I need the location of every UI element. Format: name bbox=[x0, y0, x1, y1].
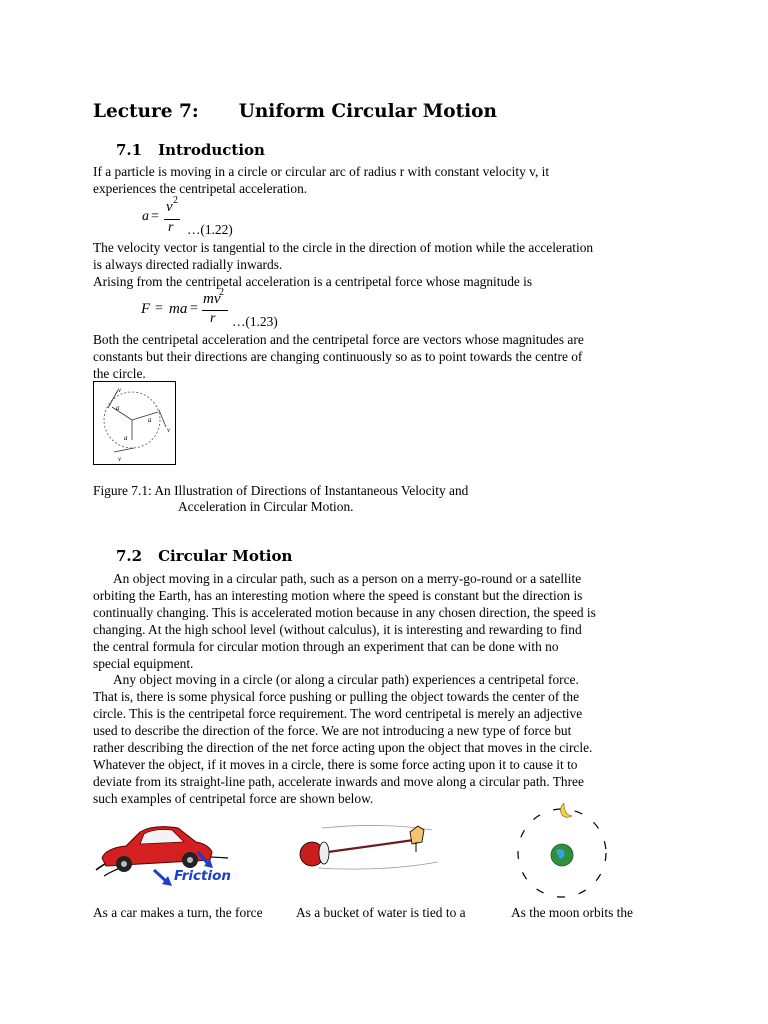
eq-numerator: mv bbox=[203, 291, 221, 307]
text-line: such examples of centripetal force are shown below. bbox=[93, 791, 374, 806]
bucket-rope-illustration bbox=[292, 822, 442, 872]
text-line: changing. At the high school level (without calculus), it is interesting and rewarding to find bbox=[93, 622, 582, 637]
lecture-number: Lecture 7: bbox=[93, 101, 199, 122]
acceleration-label: a bbox=[116, 404, 120, 412]
caption-bucket: As a bucket of water is tied to a bbox=[296, 905, 466, 920]
text-line: the circle. bbox=[93, 366, 146, 381]
text-line: Whatever the object, if it moves in a circle, there is some force acting upon it to cause it to bbox=[93, 757, 578, 772]
text-line: special equipment. bbox=[93, 656, 194, 671]
text-line: Both the centripetal acceleration and the centripetal force are vectors whose magnitudes are bbox=[93, 332, 584, 347]
radius-line bbox=[132, 412, 158, 420]
eq-denominator: r bbox=[168, 220, 174, 235]
text-line: If a particle is moving in a circle or circular arc of radius r with constant velocity v, it bbox=[93, 164, 550, 179]
eq-sign: = bbox=[190, 301, 198, 316]
text-line: constants but their directions are changing continuously so as to point towards the centre of bbox=[93, 349, 583, 364]
acceleration-label: a bbox=[124, 434, 128, 442]
text-line: Any object moving in a circle (or along a circular path) experiences a centripetal force. bbox=[113, 672, 579, 687]
section-title: Circular Motion bbox=[158, 547, 293, 565]
car-hubcap bbox=[187, 857, 193, 863]
lecture-title: Uniform Circular Motion bbox=[238, 101, 497, 122]
bucket-image bbox=[292, 822, 442, 872]
eq-exponent: 2 bbox=[173, 195, 178, 206]
section-heading-introduction bbox=[116, 141, 265, 159]
text-line: rather describing the direction of the net force acting upon the object that moves in the circle. bbox=[93, 740, 593, 755]
text-line: orbiting the Earth, has an interesting motion where the speed is constant but the direction is bbox=[93, 588, 583, 603]
caption-line: Figure 7.1: An Illustration of Directions of Instantaneous Velocity and bbox=[93, 483, 469, 498]
bucket-rim bbox=[319, 842, 329, 864]
radius-line bbox=[112, 407, 132, 420]
text-line: experiences the centripetal acceleration. bbox=[93, 181, 308, 196]
eq-lhs: a bbox=[142, 209, 149, 224]
eq-exponent: 2 bbox=[219, 287, 224, 298]
text-line: used to describe the direction of the force. We are not introducing a new type of force but bbox=[93, 723, 572, 738]
equation-number: …(1.22) bbox=[187, 222, 233, 237]
circular-motion-diagram bbox=[94, 382, 175, 464]
text-line: continually changing. This is accelerated motion because in any chosen direction, the speed is bbox=[93, 605, 596, 620]
rope bbox=[328, 840, 414, 852]
text-line: deviate from its straight-line path, accelerate inwards and move along a circular path. Three bbox=[93, 774, 584, 789]
eq-sign: = bbox=[151, 209, 159, 224]
equation-number: …(1.23) bbox=[232, 314, 278, 329]
section-title: Introduction bbox=[158, 141, 265, 159]
velocity-label: v bbox=[118, 386, 122, 394]
moon-orbit-illustration bbox=[506, 803, 618, 899]
caption-car: As a car makes a turn, the force bbox=[93, 905, 263, 920]
text-line: The velocity vector is tangential to the circle in the direction of motion while the acceleration bbox=[93, 240, 594, 255]
text-line: Arising from the centripetal acceleration is a centripetal force whose magnitude is bbox=[93, 274, 533, 289]
text-line: circle. This is the centripetal force requirement. The word centripetal is merely an adjective bbox=[93, 706, 583, 721]
caption-line: Acceleration in Circular Motion. bbox=[178, 499, 354, 514]
motion-arc bbox=[318, 862, 438, 869]
car-hubcap bbox=[121, 861, 127, 867]
acceleration-label: a bbox=[148, 416, 152, 424]
eq-middle: ma bbox=[169, 301, 188, 317]
eq-sign: = bbox=[155, 301, 163, 316]
text-line: That is, there is some physical force pushing or pulling the object towards the center of the bbox=[93, 689, 580, 704]
text-line: the central formula for circular motion through an experiment that can be done with no bbox=[93, 639, 559, 654]
section-number: 7.1 bbox=[116, 141, 143, 159]
eq-numerator: v bbox=[166, 199, 173, 215]
moon-orbit-image bbox=[506, 803, 618, 899]
eq-denominator: r bbox=[210, 311, 216, 326]
section-heading-circular-motion bbox=[116, 547, 292, 565]
text-line: is always directed radially inwards. bbox=[93, 257, 283, 272]
caption-moon: As the moon orbits the bbox=[511, 905, 633, 920]
section-number: 7.2 bbox=[116, 547, 143, 565]
velocity-vector bbox=[159, 410, 166, 427]
hand-icon bbox=[410, 826, 424, 844]
velocity-label: v bbox=[118, 455, 122, 463]
friction-label: Friction bbox=[174, 868, 231, 884]
eq-lhs: F bbox=[141, 301, 151, 317]
velocity-vector bbox=[114, 448, 134, 452]
velocity-label: v bbox=[167, 426, 171, 434]
text-line: An object moving in a circular path, such as a person on a merry-go-round or a satellite bbox=[113, 571, 582, 586]
car-friction-illustration bbox=[92, 818, 232, 890]
lecture-heading bbox=[93, 101, 497, 122]
figure-circular-motion bbox=[93, 381, 176, 465]
moon-icon bbox=[560, 803, 572, 817]
